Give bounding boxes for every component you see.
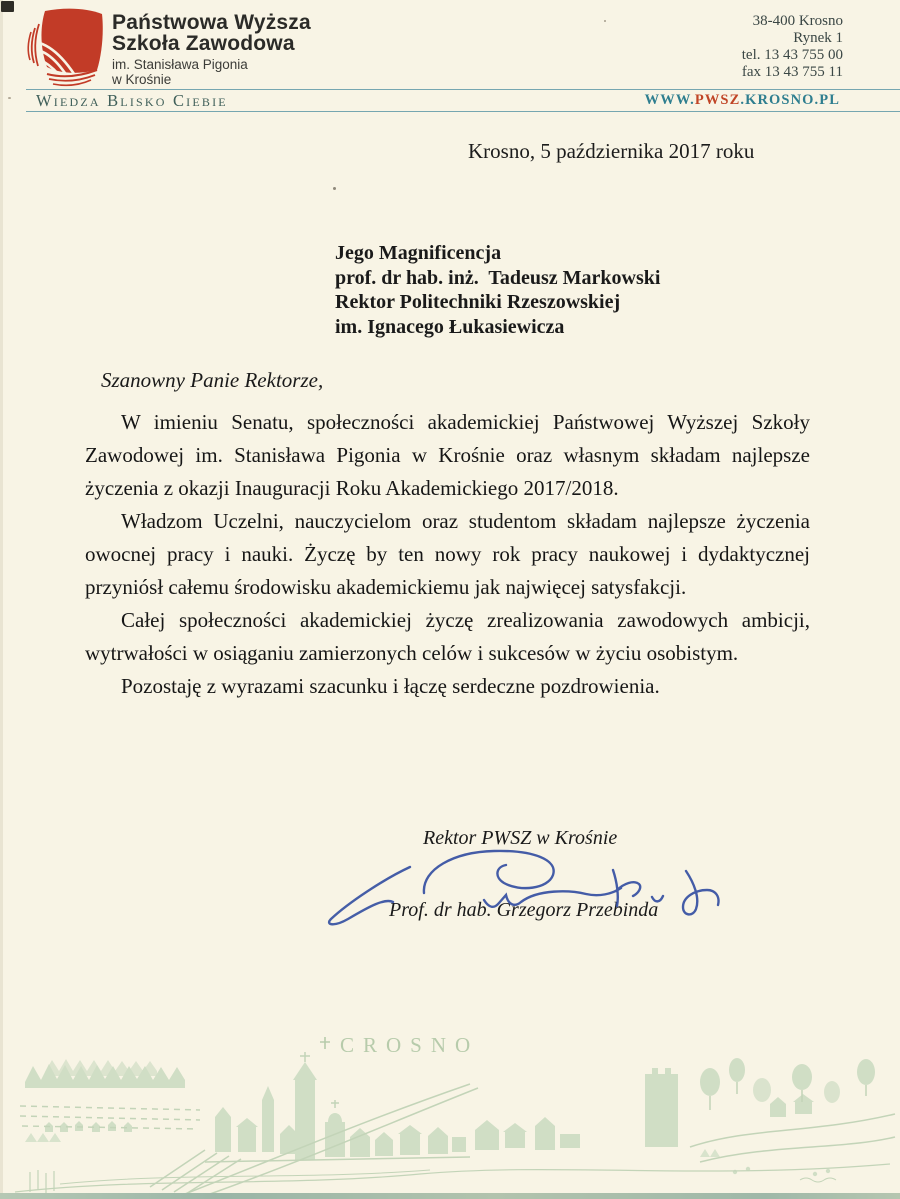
contact-street: Rynek 1 — [793, 30, 843, 46]
etching-town-label: CROSNO — [340, 1033, 480, 1057]
scan-speck — [604, 20, 606, 22]
letterhead-rule-bottom — [26, 111, 900, 112]
recipient-honorific: Jego Magnificencja — [335, 242, 502, 264]
website-suffix: .KROSNO.PL — [740, 92, 840, 108]
scan-speck — [8, 97, 11, 99]
paragraph-2: Władzom Uczelni, nauczycielom oraz studentom składam najlepsze życzenia owocnej pracy i nauki. Życzę by ten nowy rok pracy naukowej i dydaktycznej przyniósł całemu środowisku akademickiemu jak najwięcej satysfakcji. — [85, 509, 810, 599]
pwsz-logo-icon — [25, 8, 105, 88]
website-prefix: WWW. — [644, 92, 695, 108]
tagline: Wiedza Blisko Ciebie — [36, 91, 228, 110]
org-subtitle-line2: w Krośnie — [112, 72, 172, 87]
website-url — [645, 92, 840, 109]
org-subtitle-line1: im. Stanisława Pigonia — [112, 57, 248, 72]
org-name-line2: Szkoła Zawodowa — [112, 32, 295, 55]
etching-cross-mark — [320, 1037, 330, 1049]
organization-block — [112, 12, 311, 87]
page-edge-shading — [0, 0, 3, 1199]
closing-title: Rektor PWSZ w Krośnie — [423, 827, 618, 849]
recipient-name: prof. dr hab. inż. Tadeusz Markowski — [335, 266, 661, 289]
scan-artifact-corner — [1, 1, 14, 12]
paragraph-1: W imieniu Senatu, społeczności akademickiej Państwowej Wyższej Szkoły Zawodowej im. Stanisława Pigonia w Krośnie oraz własnym składam najlepsze życzenia z okazji Inauguracji Roku Akademickiego 2017/2018. — [85, 410, 810, 500]
recipient-title: Rektor Politechniki Rzeszowskiej — [335, 291, 621, 313]
contact-block — [742, 13, 843, 81]
scan-bottom-edge — [0, 1193, 900, 1199]
recipient-institution: im. Ignacego Łukasiewicza — [335, 315, 565, 338]
closing-name: Prof. dr hab. Grzegorz Przebinda — [389, 899, 659, 921]
contact-fax: fax 13 43 755 11 — [741, 64, 843, 80]
contact-postal-code: 38-400 Krosno — [752, 13, 843, 29]
dateline: Krosno, 5 października 2017 roku — [468, 139, 755, 163]
website-highlight: PWSZ — [694, 92, 741, 108]
handwritten-signature — [322, 845, 737, 935]
letter-body — [85, 406, 810, 703]
letterhead-rule-top — [26, 89, 900, 90]
salutation: Szanowny Panie Rektorze, — [101, 368, 324, 392]
scan-speck — [333, 187, 336, 190]
paragraph-4: Pozostaję z wyrazami szacunku i łączę serdeczne pozdrowienia. — [121, 674, 660, 698]
contact-phone: tel. 13 43 755 00 — [741, 47, 843, 63]
krosno-etching — [0, 1022, 900, 1197]
recipient-block — [335, 241, 660, 339]
paragraph-3: Całej społeczności akademickiej życzę zrealizowania zawodowych ambicji, wytrwałości w osiąganiu zamierzonych celów i sukcesów w życiu osobistym. — [85, 608, 810, 665]
org-name-line1: Państwowa Wyższa — [112, 11, 311, 34]
